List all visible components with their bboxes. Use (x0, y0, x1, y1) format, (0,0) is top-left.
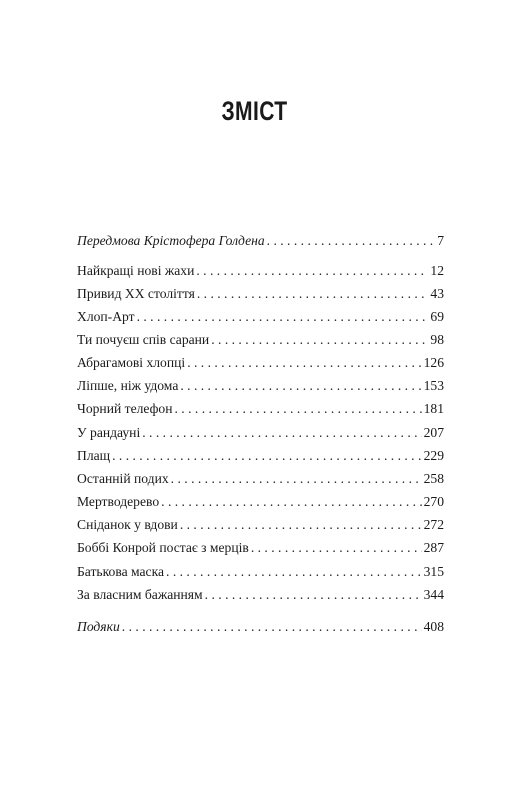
toc-entry-page: 69 (430, 309, 444, 324)
toc-entry-title: Хлоп-Арт (77, 309, 135, 324)
toc-entry-page: 181 (423, 401, 444, 416)
dot-leader (122, 618, 422, 636)
toc-entry-page: 207 (423, 425, 444, 440)
toc-entry (77, 285, 444, 303)
toc-entry (77, 563, 444, 581)
toc-entry (77, 586, 444, 604)
dot-leader (197, 285, 429, 303)
dot-leader (161, 493, 421, 511)
toc-entry-title: Батькова маска (77, 564, 165, 579)
toc-entry-title: Плащ (77, 448, 111, 463)
toc-entry-title: Чорний телефон (77, 401, 173, 416)
toc-entry-title: Найкращі нові жахи (77, 263, 195, 278)
toc-entry-page: 408 (423, 619, 444, 634)
toc-entry-title: За власним бажанням (77, 587, 203, 602)
dot-leader (112, 447, 422, 465)
toc-entry-page: 7 (437, 233, 444, 248)
dot-leader (196, 262, 428, 280)
dot-leader (187, 354, 421, 372)
toc-entry (77, 493, 444, 511)
toc-entry-page: 287 (423, 540, 444, 555)
toc-entry-title: Ліпше, ніж удома (77, 378, 179, 393)
toc-entry-page: 270 (423, 494, 444, 509)
toc-entry (77, 516, 444, 534)
toc-entry-page: 43 (430, 286, 444, 301)
toc-entry (77, 539, 444, 557)
toc-entry-title: Сніданок у вдови (77, 517, 178, 532)
toc-entry (77, 308, 444, 326)
toc-entry-title: Подяки (77, 619, 120, 634)
toc-entry (77, 470, 444, 488)
toc-entry-title: Боббі Конрой постає з мерців (77, 540, 249, 555)
toc-entry-page: 272 (423, 517, 444, 532)
toc-entry (77, 424, 444, 442)
dot-leader (166, 563, 422, 581)
toc-entry-title: Останній подих (77, 471, 169, 486)
toc-entry (77, 232, 444, 250)
toc-entry (77, 400, 444, 418)
toc-entry (77, 262, 444, 280)
toc-entry-page: 315 (423, 564, 444, 579)
toc-entry-page: 258 (423, 471, 444, 486)
toc-entry-page: 344 (423, 587, 444, 602)
toc-entry-title: Абрагамові хлопці (77, 355, 186, 370)
dot-leader (180, 377, 421, 395)
toc-entry-page: 98 (430, 332, 444, 347)
toc-entry (77, 618, 444, 636)
toc-entry-title: У рандауні (77, 425, 141, 440)
toc-entry-page: 126 (423, 355, 444, 370)
dot-leader (175, 400, 422, 418)
dot-leader (171, 470, 422, 488)
toc-entry-page: 12 (430, 263, 444, 278)
toc-entry (77, 354, 444, 372)
dot-leader (137, 308, 429, 326)
toc-entry (77, 377, 444, 395)
toc-entry (77, 331, 444, 349)
page-title: ЗМІСТ (221, 96, 288, 126)
dot-leader (205, 586, 422, 604)
toc-entry-page: 153 (423, 378, 444, 393)
dot-leader (267, 232, 436, 250)
dot-leader (251, 539, 422, 557)
toc-entry-title: Мертводерево (77, 494, 160, 509)
dot-leader (142, 424, 421, 442)
toc-entry-title: Привид ХХ століття (77, 286, 195, 301)
toc-entry (77, 447, 444, 465)
dot-leader (211, 331, 428, 349)
toc-entry-title: Ти почуєш спів сарани (77, 332, 210, 347)
toc-entry-page: 229 (423, 448, 444, 463)
dot-leader (180, 516, 422, 534)
toc-entry-title: Передмова Крістофера Голдена (77, 233, 265, 248)
